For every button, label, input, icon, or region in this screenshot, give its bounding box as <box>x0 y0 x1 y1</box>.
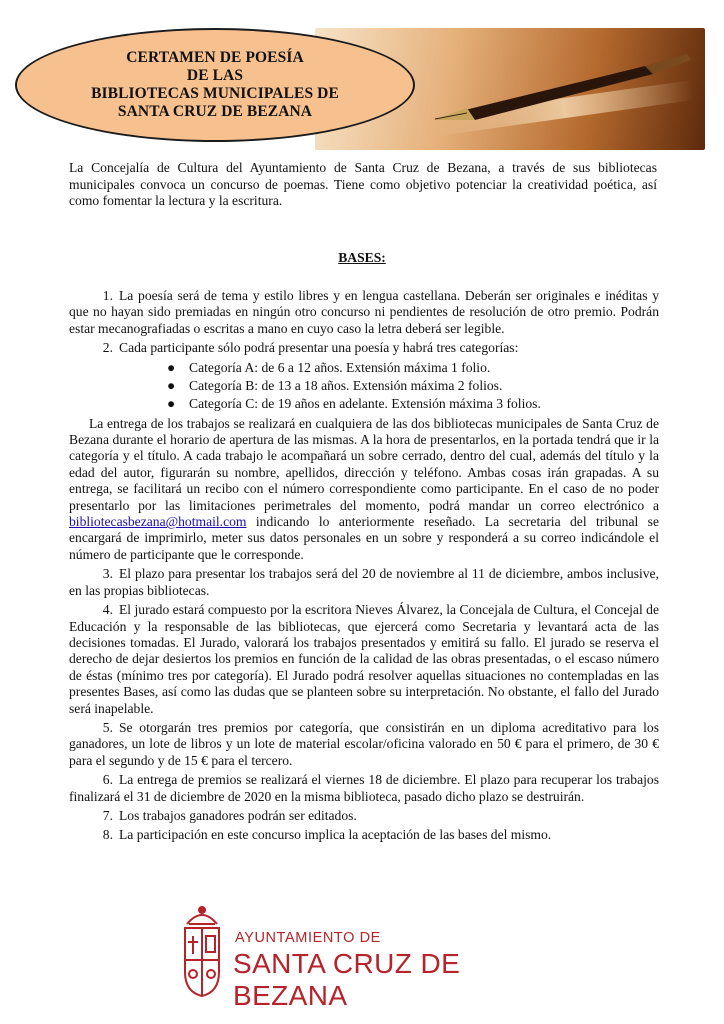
delivery-text-end: indicando lo anteriormente reseñado. La secretaria del tribunal se encargará de imprimirlo, meter sus datos personales en un sobre y responderá a su correo indicándole el número de participante que le corresponde. <box>69 514 659 562</box>
rule-text: Se otorgarán tres premios por categoría, que consistirán en un diploma acreditativo para los ganadores, un lote de libros y un lote de material escolar/oficina valorado en 50 € para el primero, de 30 € para el segundo y de 15 € para el tercero. <box>69 719 659 768</box>
category-item <box>167 378 659 396</box>
municipality-logo <box>175 900 555 1011</box>
rule-text: La entrega de premios se realizará el viernes 18 de diciembre. El plazo para recuperar los trabajos finalizará el 31 de diciembre de 2020 en la misma biblioteca, pasado dicho plazo se destruirán. <box>69 772 659 804</box>
rule-number: 7. <box>102 807 113 823</box>
rule-item <box>69 720 659 769</box>
coat-of-arms-icon <box>177 902 227 998</box>
delivery-paragraph <box>69 416 659 564</box>
rule-item <box>69 340 659 356</box>
rule-item <box>69 288 659 337</box>
org-name-small: AYUNTAMIENTO DE <box>235 930 381 946</box>
title-oval <box>15 28 415 142</box>
rule-number: 3. <box>102 566 113 582</box>
rule-item <box>69 602 659 717</box>
rules-list <box>69 288 659 847</box>
rule-number: 6. <box>102 772 113 788</box>
category-text: Categoría C: de 19 años en adelante. Extensión máxima 3 folios. <box>189 395 541 411</box>
rule-number: 2. <box>102 340 113 356</box>
rule-number: 8. <box>102 827 113 843</box>
rule-number: 1. <box>102 288 113 303</box>
title-banner <box>15 28 705 150</box>
title-line: SANTA CRUZ DE BEZANA <box>117 103 313 120</box>
rule-number: 4. <box>102 602 113 618</box>
bases-heading: BASES: <box>338 250 386 265</box>
category-text: Categoría B: de 13 a 18 años. Extensión máxima 2 folios. <box>189 377 503 393</box>
category-text: Categoría A: de 6 a 12 años. Extensión máxima 1 folio. <box>189 359 491 375</box>
title-line: CERTAMEN DE POESÍA <box>126 49 304 66</box>
rule-text: El plazo para presentar los trabajos será del 20 de noviembre al 11 de diciembre, ambos inclusive, en las propias bibliotecas. <box>69 566 659 598</box>
rule-text: La participación en este concurso implica la aceptación de las bases del mismo. <box>119 827 552 843</box>
email-link[interactable]: bibliotecasbezana@hotmail.com <box>69 514 247 530</box>
rule-text: La poesía será de tema y estilo libres y en lengua castellana. Deberán ser originales e inéditas y que no hayan sido premiadas en ningún otro concurso ni pendientes de resolución de otro premio. Podrán estar mecanografiadas o escritas a mano en cuyo caso la letra deberá ser legible. <box>69 288 659 336</box>
bullet-icon: ● <box>167 359 176 375</box>
rule-number: 5. <box>102 719 113 735</box>
org-name-large: SANTA CRUZ DE BEZANA <box>233 948 461 1011</box>
title-line: DE LAS <box>186 67 244 84</box>
bullet-icon: ● <box>167 377 176 393</box>
rule-item <box>69 827 659 843</box>
title-line: BIBLIOTECAS MUNICIPALES DE <box>91 85 339 102</box>
delivery-text: La entrega de los trabajos se realizará en cualquiera de las dos bibliotecas municipales de Santa Cruz de Bezana durante el horario de apertura de las mismas. A la hora de presentarlos, en la portada tendrá que ir la categoría y el título. A cada trabajo le acompañará un sobre cerrado, dentro del cual, además del título y la edad del autor, figurarán su nombre, apellidos, dirección y teléfono. Ambas cosas irán grapadas. A su entrega, se facilitará un recibo con el número correspondiente como participante. En el caso de no poder presentarlo por las limitaciones perimetrales del momento, podrá mandar un correo electrónico a <box>69 415 659 513</box>
category-item <box>167 360 659 378</box>
rule-item <box>69 808 659 824</box>
category-item <box>167 396 659 414</box>
rule-text: Los trabajos ganadores podrán ser editados. <box>119 807 357 823</box>
bullet-icon: ● <box>167 395 176 411</box>
rule-text: Cada participante sólo podrá presentar una poesía y habrá tres categorías: <box>119 340 519 356</box>
rule-text: El jurado estará compuesto por la escritora Nieves Álvarez, la Concejala de Cultura, el Concejal de Educación y la responsable de las bibliotecas, que ejercerá como Secretaria y levantará acta de las decisiones tomadas. El Jurado, valorará los trabajos presentados y emitirá su fallo. El jurado se reserva el derecho de dejar desiertos los premios en función de la calidad de las obras presentadas, o el escaso número de éstas (mínimo tres por categoría). El Jurado podrá resolver aquellas situaciones no contempladas en las presentes Bases, así como las dudas que se planteen sobre su interpretación. No obstante, el fallo del Jurado será inapelable. <box>69 602 659 716</box>
category-list <box>167 360 659 414</box>
rule-item <box>69 772 659 805</box>
intro-paragraph: La Concejalía de Cultura del Ayuntamiento de Santa Cruz de Bezana, a través de sus bibliotecas municipales convoca un concurso de poemas. Tiene como objetivo potenciar la creatividad poética, así como fomentar la lectura y la escritura. <box>69 160 657 208</box>
rule-item <box>69 566 659 599</box>
